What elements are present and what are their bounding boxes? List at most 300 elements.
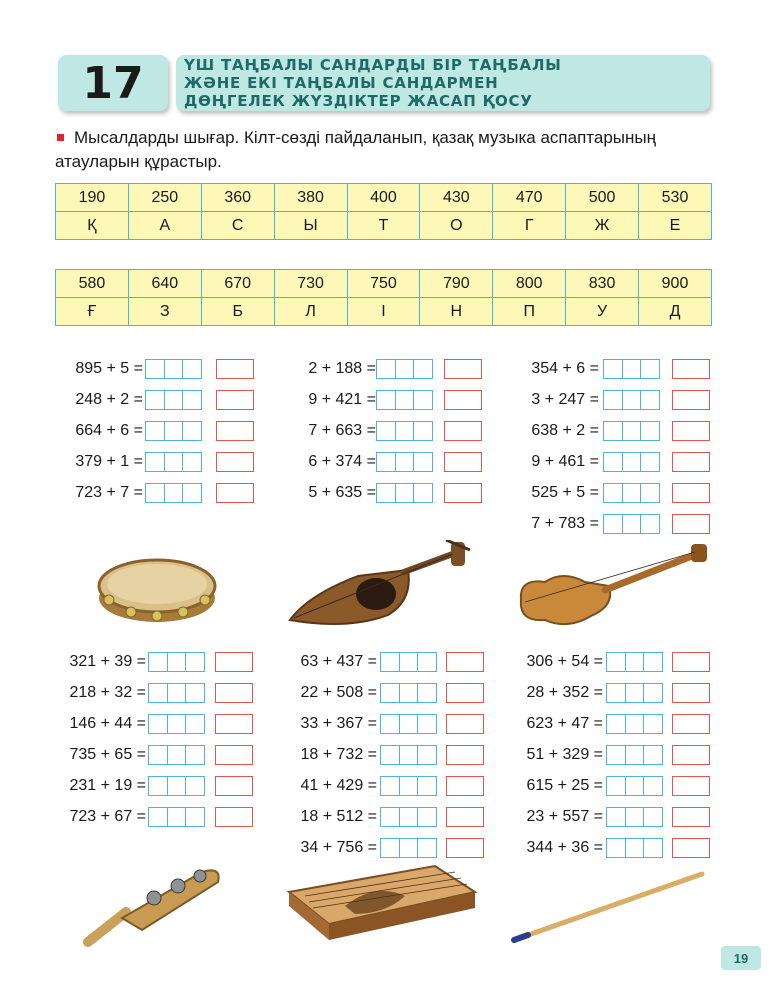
key-table-1-letters: [56, 212, 712, 240]
digit-box[interactable]: [418, 653, 436, 671]
exercise-expression: 41 + 429 =: [300, 777, 377, 794]
answer-digit-boxes[interactable]: [376, 452, 433, 472]
answer-digit-boxes[interactable]: [376, 421, 433, 441]
letter-answer-box[interactable]: [672, 714, 710, 734]
digit-box[interactable]: [623, 484, 642, 502]
kobyz-image: [288, 540, 473, 630]
exercise-row: [284, 359, 376, 379]
exercise-expression: 6 + 374 =: [308, 453, 376, 470]
digit-box[interactable]: [623, 515, 642, 533]
answer-digit-boxes[interactable]: [148, 745, 205, 765]
answer-digit-boxes[interactable]: [603, 390, 660, 410]
digit-box[interactable]: [418, 715, 436, 733]
digit-box[interactable]: [623, 453, 642, 471]
exercise-row: [284, 421, 376, 441]
key-letter: Қ: [56, 212, 129, 240]
exercise-row: [511, 390, 599, 410]
digit-box[interactable]: [414, 391, 432, 409]
answer-digit-boxes[interactable]: [148, 807, 205, 827]
exercise-row: [511, 421, 599, 441]
digit-box[interactable]: [146, 422, 165, 440]
exercise-row: [53, 652, 146, 672]
exercise-row: [53, 776, 146, 796]
letter-answer-box[interactable]: [216, 359, 254, 379]
key-table-2-letters: [56, 298, 712, 326]
answer-digit-boxes[interactable]: [380, 745, 437, 765]
key-letter: З: [128, 298, 201, 326]
digit-box[interactable]: [400, 684, 419, 702]
digit-box[interactable]: [418, 777, 436, 795]
answer-digit-boxes[interactable]: [606, 652, 663, 672]
key-letter: Д: [639, 298, 712, 326]
digit-box[interactable]: [607, 653, 626, 671]
digit-box[interactable]: [414, 453, 432, 471]
exercise-row: [284, 452, 376, 472]
answer-digit-boxes[interactable]: [606, 776, 663, 796]
key-table-2: [55, 269, 712, 326]
key-number: 790: [420, 270, 493, 298]
digit-box[interactable]: [381, 839, 400, 857]
key-letter: У: [566, 298, 639, 326]
exercise-row: [53, 683, 146, 703]
digit-box[interactable]: [641, 360, 659, 378]
key-table-2-numbers: [56, 270, 712, 298]
digit-box[interactable]: [607, 808, 626, 826]
digit-box[interactable]: [183, 360, 201, 378]
title-line-2: ЖӘНЕ ЕКІ ТАҢБАЛЫ САНДАРМЕН: [184, 74, 499, 92]
letter-answer-box[interactable]: [215, 776, 253, 796]
digit-box[interactable]: [644, 839, 662, 857]
exercise-row: [280, 683, 377, 703]
digit-box[interactable]: [168, 684, 187, 702]
letter-answer-box[interactable]: [446, 683, 484, 703]
exercise-expression: 735 + 65 =: [69, 746, 146, 763]
instruction-line-2: атауларын құрастыр.: [55, 152, 222, 171]
exercise-row: [280, 745, 377, 765]
digit-box[interactable]: [400, 839, 419, 857]
exercise-row: [510, 683, 603, 703]
key-number: 530: [639, 184, 712, 212]
letter-answer-box[interactable]: [672, 514, 710, 534]
letter-answer-box[interactable]: [672, 390, 710, 410]
answer-digit-boxes[interactable]: [145, 421, 202, 441]
exercise-row: [284, 483, 376, 503]
exercise-row: [511, 359, 599, 379]
letter-answer-box[interactable]: [672, 652, 710, 672]
digit-box[interactable]: [149, 715, 168, 733]
letter-answer-box[interactable]: [672, 421, 710, 441]
digit-box[interactable]: [377, 391, 396, 409]
exercise-expression: 525 + 5 =: [531, 484, 599, 501]
title-line-1: ҮШ ТАҢБАЛЫ САНДАРДЫ БІР ТАҢБАЛЫ: [184, 56, 562, 74]
letter-answer-box[interactable]: [446, 745, 484, 765]
digit-box[interactable]: [607, 777, 626, 795]
exercise-row: [511, 483, 599, 503]
exercise-expression: 354 + 6 =: [531, 360, 599, 377]
digit-box[interactable]: [641, 484, 659, 502]
key-letter: Л: [274, 298, 347, 326]
exercise-expression: 664 + 6 =: [75, 422, 143, 439]
letter-answer-box[interactable]: [215, 652, 253, 672]
key-number: 190: [56, 184, 129, 212]
answer-digit-boxes[interactable]: [376, 359, 433, 379]
digit-box[interactable]: [168, 653, 187, 671]
exercise-row: [280, 776, 377, 796]
exercise-expression: 2 + 188 =: [308, 360, 376, 377]
letter-answer-box[interactable]: [672, 483, 710, 503]
digit-box[interactable]: [641, 515, 659, 533]
digit-box[interactable]: [644, 746, 662, 764]
digit-box[interactable]: [381, 746, 400, 764]
digit-box[interactable]: [186, 746, 204, 764]
exercise-expression: 7 + 783 =: [531, 515, 599, 532]
digit-box[interactable]: [414, 422, 432, 440]
exercise-expression: 321 + 39 =: [69, 653, 146, 670]
digit-box[interactable]: [377, 422, 396, 440]
digit-box[interactable]: [381, 808, 400, 826]
exercise-row: [53, 421, 143, 441]
digit-box[interactable]: [149, 746, 168, 764]
digit-box[interactable]: [623, 360, 642, 378]
digit-box[interactable]: [418, 808, 436, 826]
exercise-row: [510, 652, 603, 672]
letter-answer-box[interactable]: [216, 483, 254, 503]
digit-box[interactable]: [165, 422, 184, 440]
letter-answer-box[interactable]: [672, 359, 710, 379]
exercise-expression: 723 + 67 =: [69, 808, 146, 825]
answer-digit-boxes[interactable]: [603, 452, 660, 472]
digit-box[interactable]: [626, 839, 645, 857]
digit-box[interactable]: [418, 839, 436, 857]
letter-answer-box[interactable]: [672, 683, 710, 703]
lesson-title: [176, 55, 710, 111]
digit-box[interactable]: [644, 777, 662, 795]
digit-box[interactable]: [377, 360, 396, 378]
digit-box[interactable]: [168, 746, 187, 764]
digit-box[interactable]: [146, 360, 165, 378]
digit-box[interactable]: [146, 391, 165, 409]
letter-answer-box[interactable]: [215, 714, 253, 734]
digit-box[interactable]: [183, 484, 201, 502]
exercise-row: [53, 452, 143, 472]
letter-answer-box[interactable]: [216, 452, 254, 472]
tambourine-image: [95, 548, 220, 628]
answer-digit-boxes[interactable]: [148, 714, 205, 734]
exercise-expression: 63 + 437 =: [300, 653, 377, 670]
key-number: 380: [274, 184, 347, 212]
digit-box[interactable]: [149, 777, 168, 795]
exercise-expression: 218 + 32 =: [69, 684, 146, 701]
digit-box[interactable]: [607, 684, 626, 702]
digit-box[interactable]: [414, 360, 432, 378]
exercise-expression: 248 + 2 =: [75, 391, 143, 408]
key-letter: Ж: [566, 212, 639, 240]
key-letter: Ғ: [56, 298, 129, 326]
key-letter: Н: [420, 298, 493, 326]
digit-box[interactable]: [168, 777, 187, 795]
answer-digit-boxes[interactable]: [603, 421, 660, 441]
key-number: 670: [201, 270, 274, 298]
exercise-expression: 895 + 5 =: [75, 360, 143, 377]
key-letter: Е: [639, 212, 712, 240]
answer-digit-boxes[interactable]: [603, 483, 660, 503]
letter-answer-box[interactable]: [215, 683, 253, 703]
exercise-row: [510, 776, 603, 796]
digit-box[interactable]: [165, 453, 184, 471]
letter-answer-box[interactable]: [446, 714, 484, 734]
answer-digit-boxes[interactable]: [148, 652, 205, 672]
exercise-row: [280, 714, 377, 734]
digit-box[interactable]: [626, 777, 645, 795]
answer-digit-boxes[interactable]: [380, 807, 437, 827]
key-number: 250: [128, 184, 201, 212]
key-number: 470: [493, 184, 566, 212]
digit-box[interactable]: [400, 808, 419, 826]
digit-box[interactable]: [186, 653, 204, 671]
exercise-expression: 9 + 461 =: [531, 453, 599, 470]
digit-box[interactable]: [626, 684, 645, 702]
title-line-3: ДӨҢГЕЛЕК ЖҮЗДІКТЕР ЖАСАП ҚОСУ: [184, 92, 533, 110]
digit-box[interactable]: [604, 360, 623, 378]
digit-box[interactable]: [400, 715, 419, 733]
digit-box[interactable]: [381, 777, 400, 795]
digit-box[interactable]: [165, 391, 184, 409]
exercise-expression: 18 + 732 =: [300, 746, 377, 763]
key-table-1: [55, 183, 712, 240]
digit-box[interactable]: [381, 715, 400, 733]
exercise-row: [284, 390, 376, 410]
digit-box[interactable]: [396, 453, 415, 471]
digit-box[interactable]: [644, 715, 662, 733]
letter-answer-box[interactable]: [444, 421, 482, 441]
key-number: 580: [56, 270, 129, 298]
answer-digit-boxes[interactable]: [606, 838, 663, 858]
key-letter: С: [201, 212, 274, 240]
digit-box[interactable]: [626, 715, 645, 733]
exercise-expression: 379 + 1 =: [75, 453, 143, 470]
exercise-row: [53, 390, 143, 410]
digit-box[interactable]: [165, 360, 184, 378]
key-number: 430: [420, 184, 493, 212]
answer-digit-boxes[interactable]: [376, 390, 433, 410]
instruction-line-1: Мысалдарды шығар. Кілт-сөзді пайдаланып, қазақ музыка аспаптарының: [74, 128, 657, 147]
exercise-expression: 615 + 25 =: [526, 777, 603, 794]
exercise-expression: 306 + 54 =: [526, 653, 603, 670]
instruction: [55, 126, 715, 174]
answer-digit-boxes[interactable]: [145, 452, 202, 472]
exercise-row: [510, 745, 603, 765]
letter-answer-box[interactable]: [446, 807, 484, 827]
digit-box[interactable]: [644, 653, 662, 671]
digit-box[interactable]: [641, 391, 659, 409]
exercise-row: [53, 483, 143, 503]
exercise-expression: 5 + 635 =: [308, 484, 376, 501]
digit-box[interactable]: [396, 391, 415, 409]
key-letter: І: [347, 298, 420, 326]
key-number: 830: [566, 270, 639, 298]
exercise-row: [280, 652, 377, 672]
answer-digit-boxes[interactable]: [380, 776, 437, 796]
answer-digit-boxes[interactable]: [603, 359, 660, 379]
zither-image: [285, 862, 480, 947]
exercise-expression: 146 + 44 =: [69, 715, 146, 732]
digit-box[interactable]: [626, 746, 645, 764]
exercise-row: [511, 514, 599, 534]
letter-answer-box[interactable]: [446, 652, 484, 672]
answer-digit-boxes[interactable]: [380, 714, 437, 734]
digit-box[interactable]: [418, 746, 436, 764]
exercise-expression: 51 + 329 =: [526, 746, 603, 763]
digit-box[interactable]: [641, 422, 659, 440]
digit-box[interactable]: [396, 360, 415, 378]
exercise-expression: 9 + 421 =: [308, 391, 376, 408]
key-letter: П: [493, 298, 566, 326]
answer-digit-boxes[interactable]: [145, 483, 202, 503]
digit-box[interactable]: [623, 422, 642, 440]
digit-box[interactable]: [604, 484, 623, 502]
page-number-text: 19: [733, 950, 749, 966]
exercise-expression: 22 + 508 =: [300, 684, 377, 701]
digit-box[interactable]: [186, 715, 204, 733]
digit-box[interactable]: [377, 484, 396, 502]
exercise-expression: 3 + 247 =: [531, 391, 599, 408]
lesson-number: 17: [82, 57, 144, 109]
answer-digit-boxes[interactable]: [380, 652, 437, 672]
key-number: 360: [201, 184, 274, 212]
digit-box[interactable]: [644, 808, 662, 826]
letter-answer-box[interactable]: [444, 390, 482, 410]
key-letter: Ы: [274, 212, 347, 240]
digit-box[interactable]: [604, 391, 623, 409]
digit-box[interactable]: [186, 808, 204, 826]
digit-box[interactable]: [623, 391, 642, 409]
key-number: 730: [274, 270, 347, 298]
exercise-expression: 231 + 19 =: [69, 777, 146, 794]
digit-box[interactable]: [644, 684, 662, 702]
digit-box[interactable]: [400, 746, 419, 764]
digit-box[interactable]: [183, 391, 201, 409]
letter-answer-box[interactable]: [446, 838, 484, 858]
letter-answer-box[interactable]: [672, 452, 710, 472]
digit-box[interactable]: [381, 653, 400, 671]
letter-answer-box[interactable]: [444, 359, 482, 379]
digit-box[interactable]: [168, 715, 187, 733]
answer-digit-boxes[interactable]: [606, 714, 663, 734]
letter-answer-box[interactable]: [216, 390, 254, 410]
digit-box[interactable]: [168, 808, 187, 826]
digit-box[interactable]: [604, 515, 623, 533]
answer-digit-boxes[interactable]: [145, 359, 202, 379]
answer-digit-boxes[interactable]: [380, 838, 437, 858]
key-number: 750: [347, 270, 420, 298]
digit-box[interactable]: [414, 484, 432, 502]
answer-digit-boxes[interactable]: [148, 776, 205, 796]
letter-answer-box[interactable]: [444, 483, 482, 503]
exercise-expression: 623 + 47 =: [526, 715, 603, 732]
letter-answer-box[interactable]: [672, 807, 710, 827]
key-letter: Б: [201, 298, 274, 326]
answer-digit-boxes[interactable]: [380, 683, 437, 703]
answer-digit-boxes[interactable]: [148, 683, 205, 703]
letter-answer-box[interactable]: [215, 807, 253, 827]
answer-digit-boxes[interactable]: [376, 483, 433, 503]
answer-digit-boxes[interactable]: [603, 514, 660, 534]
page-number: [721, 946, 761, 970]
digit-box[interactable]: [165, 484, 184, 502]
key-letter: А: [128, 212, 201, 240]
digit-box[interactable]: [183, 422, 201, 440]
digit-box[interactable]: [607, 839, 626, 857]
answer-digit-boxes[interactable]: [606, 745, 663, 765]
digit-box[interactable]: [149, 653, 168, 671]
exercise-row: [510, 807, 603, 827]
digit-box[interactable]: [183, 453, 201, 471]
digit-box[interactable]: [396, 484, 415, 502]
digit-box[interactable]: [607, 715, 626, 733]
letter-answer-box[interactable]: [672, 838, 710, 858]
letter-answer-box[interactable]: [672, 776, 710, 796]
key-number: 800: [493, 270, 566, 298]
digit-box[interactable]: [626, 808, 645, 826]
dombra-image: [515, 542, 715, 630]
exercise-expression: 23 + 557 =: [526, 808, 603, 825]
digit-box[interactable]: [396, 422, 415, 440]
key-number: 500: [566, 184, 639, 212]
key-table-1-numbers: [56, 184, 712, 212]
exercise-expression: 28 + 352 =: [526, 684, 603, 701]
answer-digit-boxes[interactable]: [606, 807, 663, 827]
digit-box[interactable]: [377, 453, 396, 471]
digit-box[interactable]: [400, 777, 419, 795]
digit-box[interactable]: [607, 746, 626, 764]
digit-box[interactable]: [186, 684, 204, 702]
letter-answer-box[interactable]: [215, 745, 253, 765]
digit-box[interactable]: [149, 684, 168, 702]
key-letter: Г: [493, 212, 566, 240]
key-number: 900: [639, 270, 712, 298]
answer-digit-boxes[interactable]: [606, 683, 663, 703]
digit-box[interactable]: [400, 653, 419, 671]
flute-image: [508, 868, 708, 948]
lesson-number-badge: [58, 55, 168, 111]
digit-box[interactable]: [604, 422, 623, 440]
digit-box[interactable]: [149, 808, 168, 826]
digit-box[interactable]: [604, 453, 623, 471]
digit-box[interactable]: [418, 684, 436, 702]
letter-answer-box[interactable]: [446, 776, 484, 796]
answer-digit-boxes[interactable]: [145, 390, 202, 410]
digit-box[interactable]: [641, 453, 659, 471]
digit-box[interactable]: [626, 653, 645, 671]
digit-box[interactable]: [146, 484, 165, 502]
digit-box[interactable]: [146, 453, 165, 471]
bullet-icon: [57, 134, 64, 141]
exercise-row: [511, 452, 599, 472]
exercise-expression: 344 + 36 =: [526, 839, 603, 856]
exercise-row: [280, 807, 377, 827]
exercise-expression: 7 + 663 =: [308, 422, 376, 439]
letter-answer-box[interactable]: [444, 452, 482, 472]
exercise-expression: 723 + 7 =: [75, 484, 143, 501]
letter-answer-box[interactable]: [672, 745, 710, 765]
key-number: 640: [128, 270, 201, 298]
letter-answer-box[interactable]: [216, 421, 254, 441]
exercise-expression: 638 + 2 =: [531, 422, 599, 439]
digit-box[interactable]: [186, 777, 204, 795]
exercise-row: [510, 714, 603, 734]
digit-box[interactable]: [381, 684, 400, 702]
key-letter: Т: [347, 212, 420, 240]
